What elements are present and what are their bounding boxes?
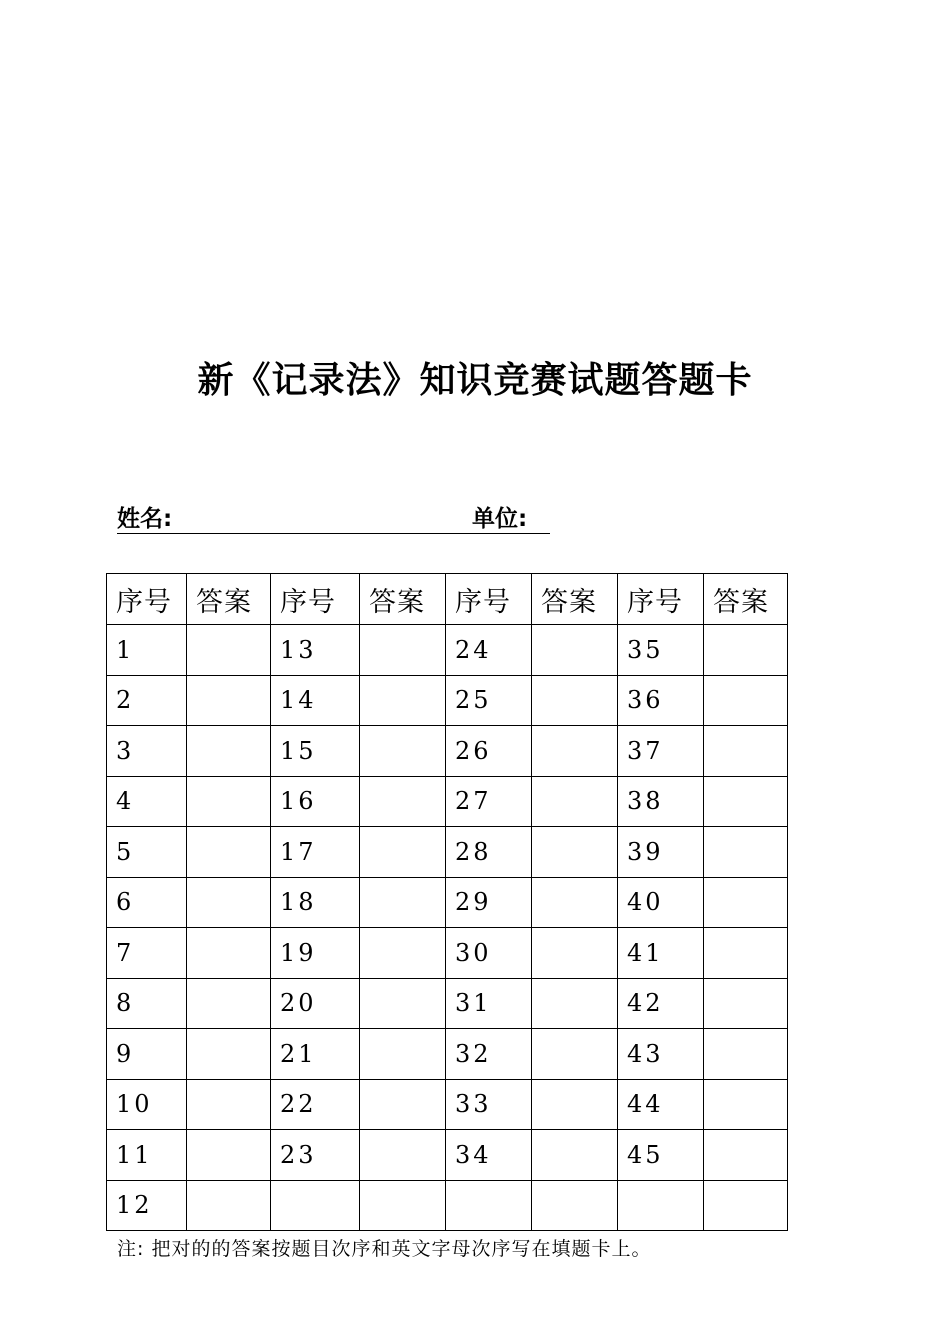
answer-cell[interactable] [704,776,788,827]
question-number: 17 [271,827,360,878]
answer-cell[interactable] [532,776,618,827]
answer-cell[interactable] [187,1079,271,1130]
header-answer: 答案 [704,574,788,625]
answer-cell[interactable] [187,827,271,878]
answer-cell[interactable] [532,726,618,777]
question-number: 5 [107,827,187,878]
answer-cell[interactable] [704,675,788,726]
answer-cell[interactable] [532,877,618,928]
question-number: 34 [446,1130,532,1181]
answer-cell[interactable] [187,1130,271,1181]
answer-cell[interactable] [360,978,446,1029]
answer-cell[interactable] [532,625,618,676]
answer-table [106,573,788,1231]
header-answer: 答案 [532,574,618,625]
question-number: 38 [618,776,704,827]
table-row [107,675,788,726]
answer-cell[interactable] [187,776,271,827]
question-number: 37 [618,726,704,777]
question-number: 45 [618,1130,704,1181]
table-row [107,1029,788,1080]
answer-cell[interactable] [704,1130,788,1181]
table-row [107,928,788,979]
answer-cell[interactable] [187,877,271,928]
header-number: 序号 [618,574,704,625]
page-title: 新《记录法》知识竞赛试题答题卡 [197,360,753,401]
question-number: 41 [618,928,704,979]
answer-cell[interactable] [704,827,788,878]
table-row [107,776,788,827]
table-row [107,1130,788,1181]
question-number: 28 [446,827,532,878]
answer-cell[interactable] [360,776,446,827]
answer-cell[interactable] [187,726,271,777]
answer-cell[interactable] [187,928,271,979]
table-row [107,726,788,777]
question-number: 27 [446,776,532,827]
answer-cell[interactable] [704,1079,788,1130]
answer-cell[interactable] [360,827,446,878]
answer-cell[interactable] [704,978,788,1029]
table-row [107,827,788,878]
question-number: 13 [271,625,360,676]
question-number: 32 [446,1029,532,1080]
answer-cell[interactable] [187,978,271,1029]
name-unit-line [117,505,552,535]
question-number: 23 [271,1130,360,1181]
header-answer: 答案 [187,574,271,625]
answer-cell[interactable] [704,726,788,777]
unit-label: 单位: [472,506,528,532]
answer-cell[interactable] [187,1029,271,1080]
question-number: 22 [271,1079,360,1130]
question-number: 11 [107,1130,187,1181]
question-number: 19 [271,928,360,979]
answer-cell[interactable] [187,675,271,726]
answer-cell[interactable] [704,1029,788,1080]
question-number: 33 [446,1079,532,1130]
answer-cell[interactable] [704,625,788,676]
empty-cell [446,1180,532,1231]
question-number: 43 [618,1029,704,1080]
header-answer: 答案 [360,574,446,625]
question-number: 6 [107,877,187,928]
answer-cell[interactable] [360,625,446,676]
question-number: 29 [446,877,532,928]
question-number: 24 [446,625,532,676]
empty-cell [704,1180,788,1231]
question-number: 39 [618,827,704,878]
question-number: 31 [446,978,532,1029]
question-number: 30 [446,928,532,979]
table-row [107,625,788,676]
table-row [107,978,788,1029]
empty-cell [360,1180,446,1231]
question-number: 14 [271,675,360,726]
question-number: 4 [107,776,187,827]
question-number: 36 [618,675,704,726]
header-number: 序号 [271,574,360,625]
question-number: 12 [107,1180,187,1231]
answer-cell[interactable] [532,1130,618,1181]
table-header-row [107,574,788,625]
question-number: 16 [271,776,360,827]
question-number: 3 [107,726,187,777]
answer-cell[interactable] [360,1079,446,1130]
answer-cell[interactable] [532,1079,618,1130]
answer-cell[interactable] [532,928,618,979]
name-label: 姓名: [117,506,173,532]
empty-cell [618,1180,704,1231]
question-number: 1 [107,625,187,676]
empty-cell [532,1180,618,1231]
question-number: 10 [107,1079,187,1130]
question-number: 15 [271,726,360,777]
question-number: 26 [446,726,532,777]
answer-cell[interactable] [360,928,446,979]
answer-cell[interactable] [532,827,618,878]
answer-cell[interactable] [360,1029,446,1080]
name-field[interactable] [117,505,472,534]
unit-field[interactable] [472,505,550,534]
question-number: 42 [618,978,704,1029]
question-number: 35 [618,625,704,676]
question-number: 2 [107,675,187,726]
question-number: 44 [618,1079,704,1130]
answer-cell[interactable] [532,978,618,1029]
table-row [107,1180,788,1231]
answer-cell[interactable] [360,675,446,726]
question-number: 8 [107,978,187,1029]
question-number: 21 [271,1029,360,1080]
answer-cell[interactable] [704,877,788,928]
header-number: 序号 [107,574,187,625]
question-number: 9 [107,1029,187,1080]
question-number: 20 [271,978,360,1029]
header-number: 序号 [446,574,532,625]
question-number: 25 [446,675,532,726]
answer-cell[interactable] [187,1180,271,1231]
empty-cell [271,1180,360,1231]
answer-cell[interactable] [187,625,271,676]
question-number: 7 [107,928,187,979]
answer-cell[interactable] [532,675,618,726]
answer-cell[interactable] [704,928,788,979]
answer-cell[interactable] [360,877,446,928]
question-number: 40 [618,877,704,928]
answer-cell[interactable] [532,1029,618,1080]
instruction-note: 注: 把对的的答案按题目次序和英文字母次序写在填题卡上。 [117,1238,652,1260]
answer-cell[interactable] [360,1130,446,1181]
table-row [107,1079,788,1130]
table-row [107,877,788,928]
answer-cell[interactable] [360,726,446,777]
question-number: 18 [271,877,360,928]
